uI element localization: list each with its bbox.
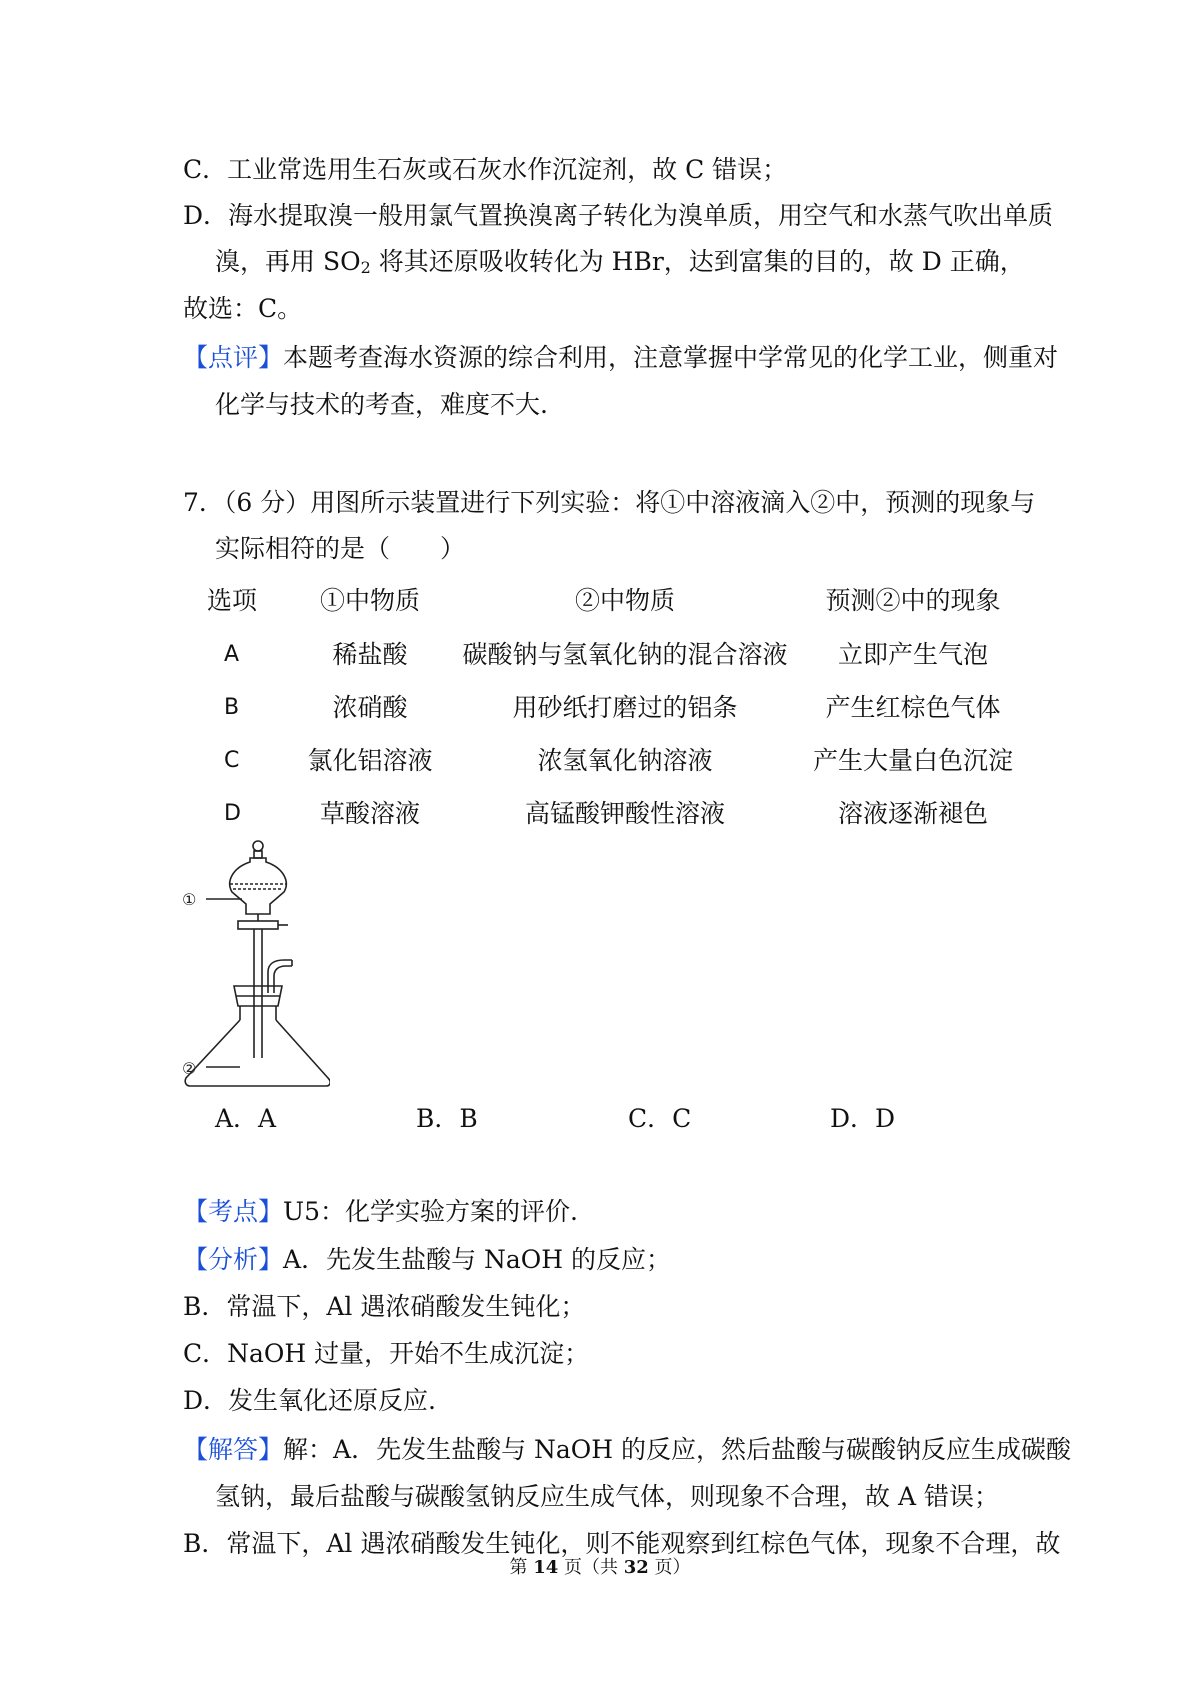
label-1: ① bbox=[182, 890, 197, 909]
fenxi-line-b: B．常温下，Al 遇浓硝酸发生钝化； bbox=[183, 1292, 586, 1321]
table-header-option: 选项 bbox=[206, 586, 258, 615]
table-cell-substance1: 氯化铝溶液 bbox=[307, 746, 433, 775]
footer-mid: 页（共 bbox=[558, 1557, 624, 1578]
table-cell-option: A bbox=[224, 642, 240, 667]
prev-option-d-line2-b: 将其还原吸收转化为 HBr，达到富集的目的，故 D 正确， bbox=[370, 247, 1025, 276]
table-header-phenomenon: 预测②中的现象 bbox=[825, 586, 1001, 615]
jieda-line1 bbox=[183, 1433, 1071, 1467]
prev-option-d-line2-a: 溴，再用 SO bbox=[215, 247, 361, 276]
kaodian-text: U5：化学实验方案的评价. bbox=[283, 1197, 578, 1226]
table-cell-option: B bbox=[224, 695, 240, 720]
footer-page-number: 14 bbox=[533, 1557, 559, 1578]
footer-post: 页） bbox=[648, 1557, 691, 1578]
apparatus-figure bbox=[180, 838, 330, 1090]
table-cell-option: D bbox=[224, 801, 241, 826]
side-tube-outer bbox=[268, 960, 292, 993]
prev-comment-line2: 化学与技术的考查，难度不大. bbox=[215, 390, 548, 419]
table-cell-substance1: 稀盐酸 bbox=[332, 640, 408, 669]
fenxi-line-c: C．NaOH 过量，开始不生成沉淀； bbox=[183, 1339, 590, 1368]
jieda-line3: B．常温下，Al 遇浓硝酸发生钝化，则不能观察到红棕色气体，现象不合理，故 bbox=[183, 1529, 1061, 1558]
table-cell-substance2: 用砂纸打磨过的铝条 bbox=[512, 693, 738, 722]
stopper-neck bbox=[254, 851, 262, 858]
fenxi-line bbox=[183, 1243, 671, 1277]
table-header-substance2: ②中物质 bbox=[574, 586, 676, 615]
stopcock bbox=[238, 921, 278, 929]
side-tube-inner bbox=[274, 966, 292, 993]
table-cell-substance2: 浓氢氧化钠溶液 bbox=[537, 746, 713, 775]
table-cell-phenomenon: 立即产生气泡 bbox=[837, 640, 989, 669]
choice-d: D．D bbox=[830, 1104, 896, 1133]
choice-a: A．A bbox=[215, 1104, 277, 1133]
so2-subscript: 2 bbox=[360, 258, 371, 277]
stopper-knob bbox=[253, 841, 263, 851]
label-2: ② bbox=[182, 1059, 197, 1078]
jieda-label: 【解答】 bbox=[183, 1435, 284, 1464]
prev-option-d-line2 bbox=[215, 245, 1025, 279]
table-cell-substance2: 高锰酸钾酸性溶液 bbox=[524, 799, 726, 828]
question-line1: 7．（6 分）用图所示装置进行下列实验：将①中溶液滴入②中，预测的现象与 bbox=[183, 488, 1036, 517]
footer-pre: 第 bbox=[509, 1557, 534, 1578]
table-cell-phenomenon: 溶液逐渐褪色 bbox=[837, 799, 989, 828]
fenxi-line-d: D．发生氧化还原反应. bbox=[183, 1386, 436, 1415]
kaodian-label: 【考点】 bbox=[183, 1197, 284, 1226]
fenxi-text: A．先发生盐酸与 NaOH 的反应； bbox=[283, 1245, 672, 1274]
separatory-funnel bbox=[230, 858, 287, 914]
kaodian-line bbox=[183, 1195, 578, 1229]
comment-text-1: 本题考查海水资源的综合利用，注意掌握中学常见的化学工业，侧重对 bbox=[283, 343, 1059, 372]
prev-answer: 故选：C。 bbox=[183, 294, 303, 323]
jieda-text-1: 解：A．先发生盐酸与 NaOH 的反应，然后盐酸与碳酸钠反应生成碳酸 bbox=[283, 1435, 1072, 1464]
prev-comment-line1 bbox=[183, 341, 1058, 375]
table-cell-phenomenon: 产生大量白色沉淀 bbox=[812, 746, 1014, 775]
choice-b: B．B bbox=[416, 1104, 478, 1133]
prev-option-d-line1: D．海水提取溴一般用氯气置换溴离子转化为溴单质，用空气和水蒸气吹出单质 bbox=[183, 201, 1054, 230]
table-cell-substance1: 草酸溶液 bbox=[319, 799, 421, 828]
comment-label: 【点评】 bbox=[183, 343, 284, 372]
table-header-substance1: ①中物质 bbox=[319, 586, 421, 615]
fenxi-label: 【分析】 bbox=[183, 1245, 284, 1274]
jieda-line2: 氢钠，最后盐酸与碳酸氢钠反应生成气体，则现象不合理，故 A 错误； bbox=[215, 1482, 999, 1511]
question-line2: 实际相符的是（ ） bbox=[215, 534, 466, 563]
table-cell-phenomenon: 产生红棕色气体 bbox=[825, 693, 1001, 722]
prev-option-c: C．工业常选用生石灰或石灰水作沉淀剂，故 C 错误； bbox=[183, 155, 788, 184]
page-footer bbox=[0, 1556, 1200, 1580]
table-cell-substance2: 碳酸钠与氢氧化钠的混合溶液 bbox=[462, 640, 788, 669]
choice-c: C．C bbox=[628, 1104, 692, 1133]
conical-flask bbox=[185, 1020, 330, 1086]
table-cell-option: C bbox=[224, 748, 240, 773]
footer-total-pages: 32 bbox=[623, 1557, 649, 1578]
table-cell-substance1: 浓硝酸 bbox=[332, 693, 408, 722]
